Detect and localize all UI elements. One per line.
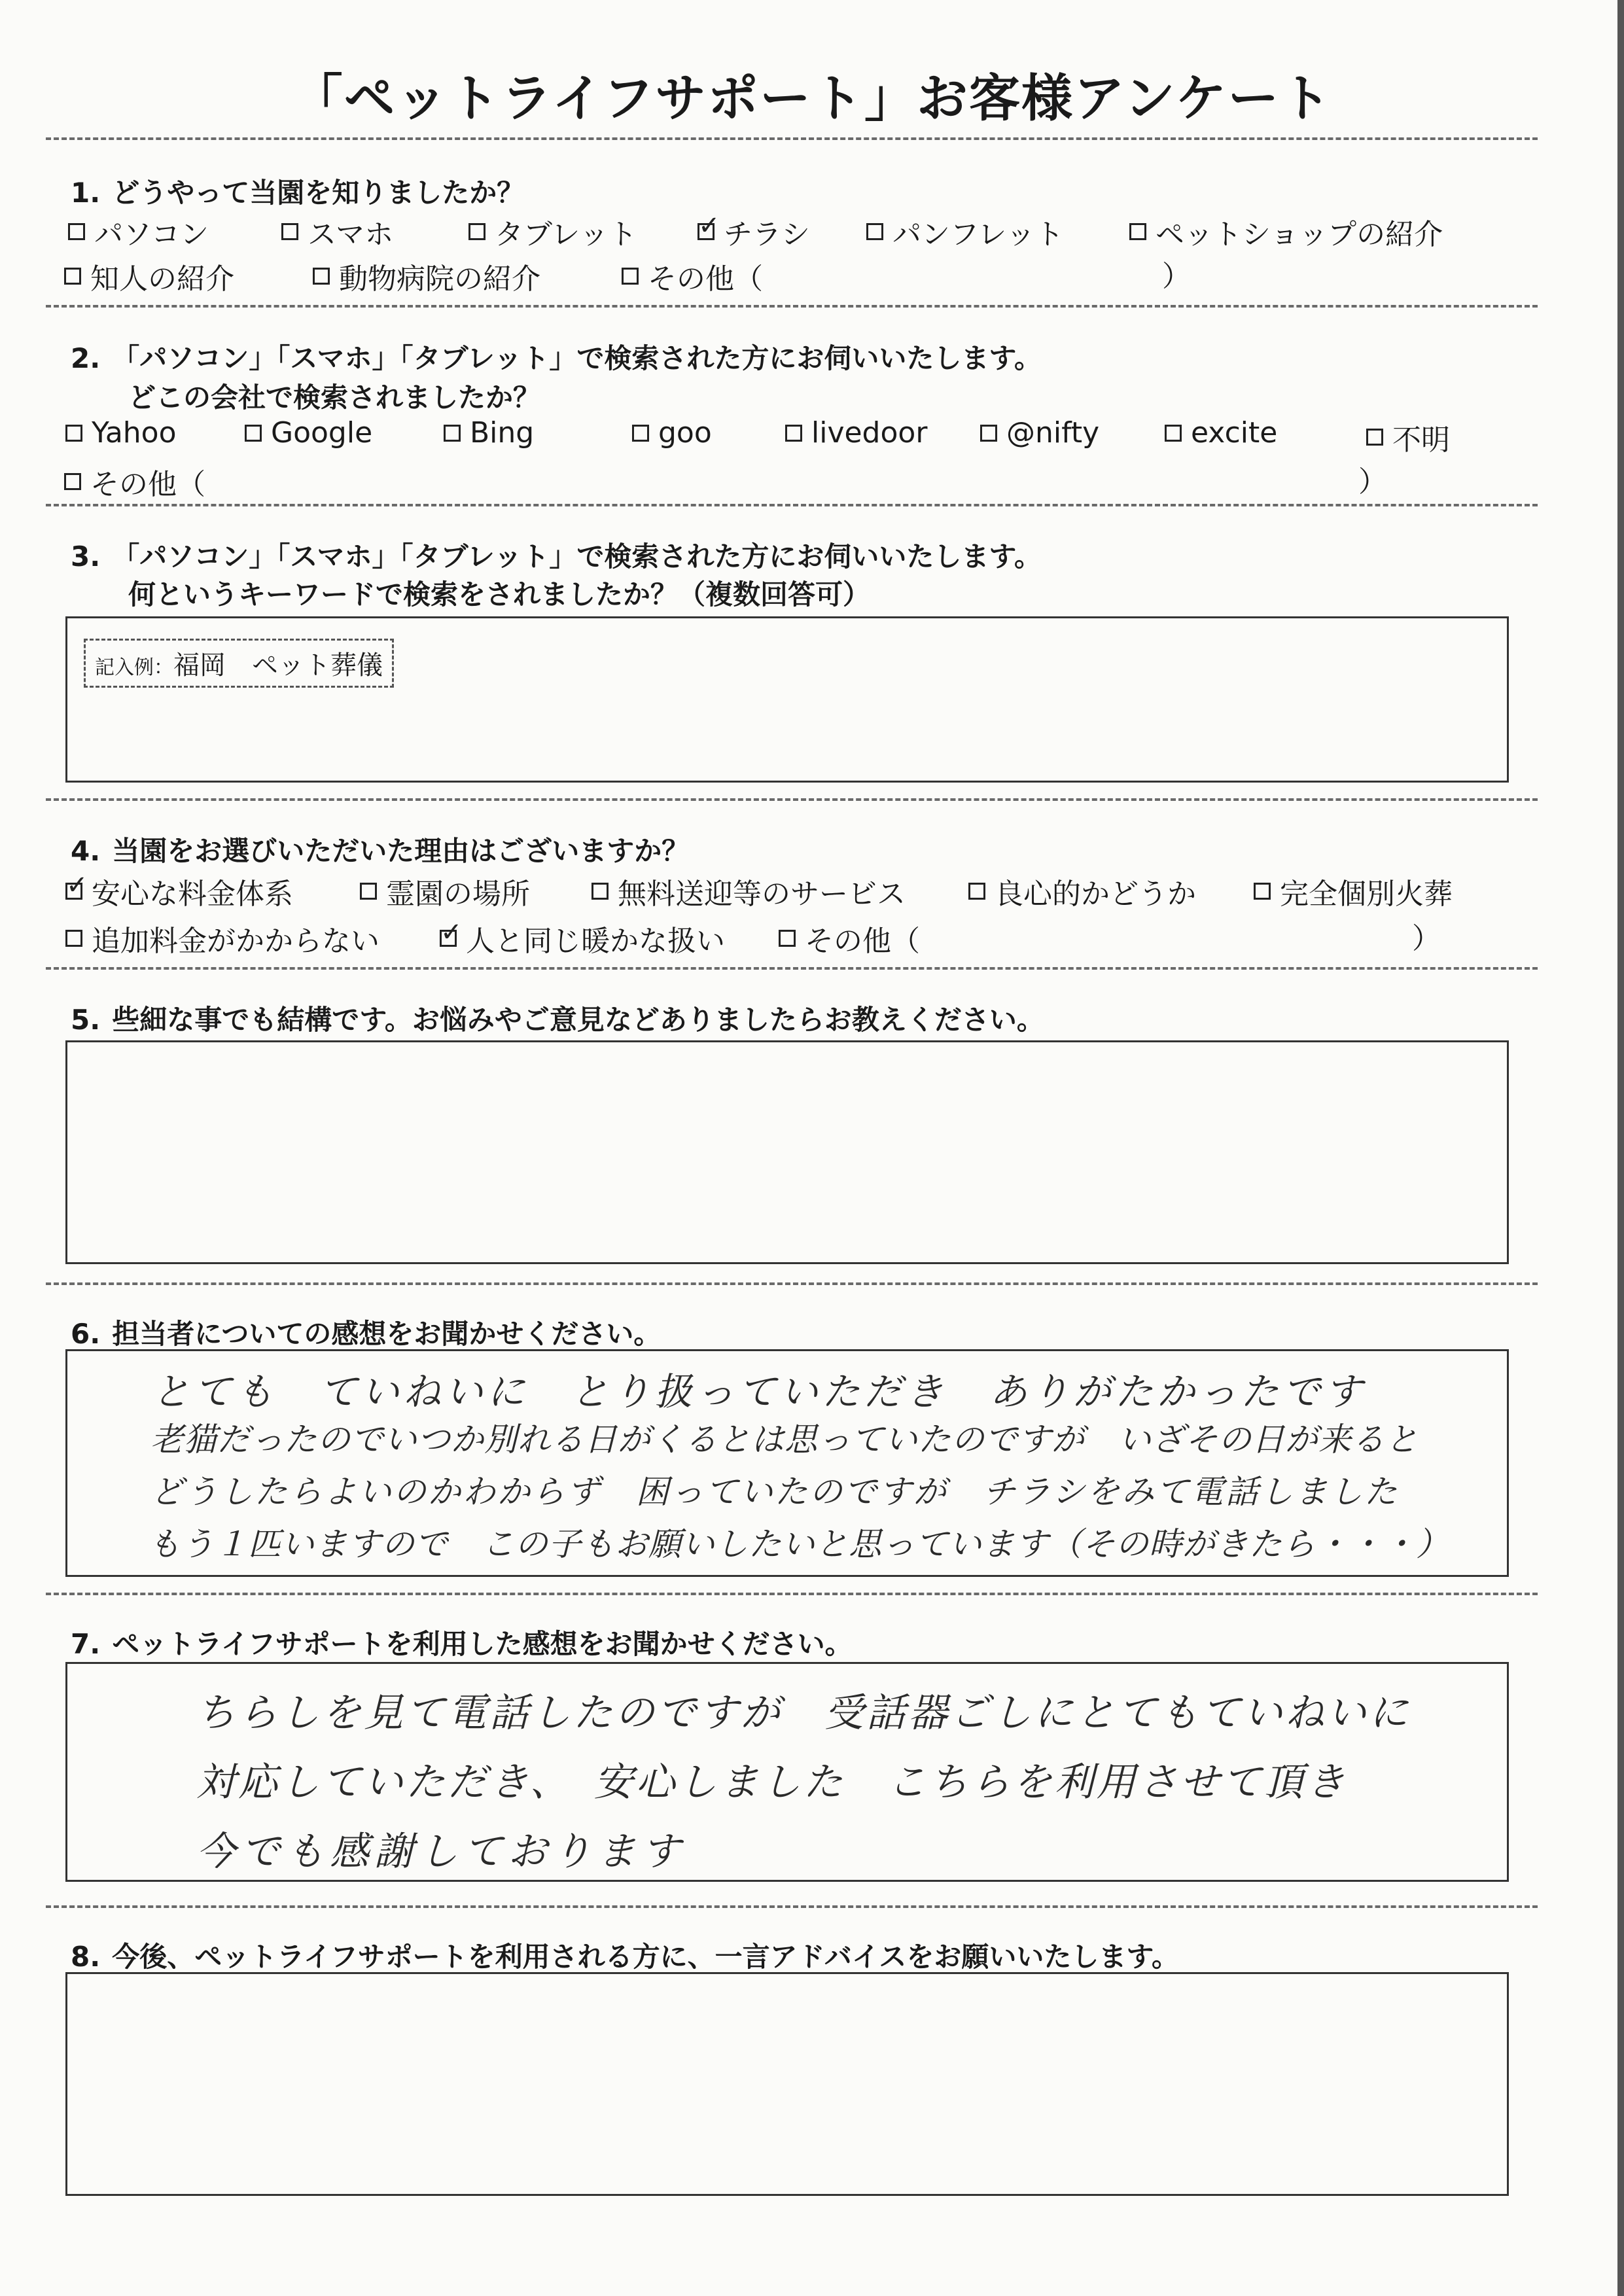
q2-option-goo[interactable]: goo — [632, 416, 712, 450]
checkbox-checked[interactable] — [440, 930, 457, 947]
q2-option-google[interactable]: Google — [245, 416, 372, 450]
divider — [46, 305, 1538, 308]
question-2-sub: どこの会社で検索されましたか？ — [128, 381, 541, 414]
handwritten-line: 老猫だったのでいつか別れる日がくるとは思っていたのですが いざその日が来ると — [150, 1421, 1419, 1458]
q4-option-location[interactable]: 霊園の場所 — [360, 870, 530, 912]
q1-option-other[interactable]: その他（ — [622, 255, 763, 297]
divider — [46, 1593, 1538, 1595]
checkbox[interactable] — [360, 883, 377, 900]
checkbox[interactable] — [313, 268, 330, 285]
checkbox[interactable] — [1129, 223, 1146, 240]
q4-option-other[interactable]: その他（ — [779, 917, 920, 959]
q2-option-excite[interactable]: excite — [1165, 416, 1277, 450]
checkbox[interactable] — [980, 425, 997, 442]
q2-option-bing[interactable]: Bing — [444, 416, 534, 450]
q4-option-conscientious[interactable]: 良心的かどうか — [968, 870, 1196, 912]
question-8: 8. 今後、ペットライフサポートを利用される方に、一言アドバイスをお願いいたします。 — [71, 1941, 1180, 1973]
checkbox[interactable] — [68, 223, 85, 240]
q1-option-vet[interactable]: 動物病院の紹介 — [313, 255, 540, 297]
divider — [46, 1905, 1538, 1908]
scan-edge — [1617, 0, 1624, 2296]
q1-option-pamphlet[interactable]: パンフレット — [866, 211, 1064, 253]
checkbox-checked[interactable] — [65, 883, 82, 900]
checkbox[interactable] — [622, 268, 639, 285]
question-3: 3. 「パソコン」「スマホ」「タブレット」で検索された方にお伺いいたします。 — [71, 540, 1042, 573]
question-4: 4. 当園をお選びいただいた理由はございますか？ — [71, 835, 690, 867]
checkbox[interactable] — [866, 223, 883, 240]
checkbox[interactable] — [245, 425, 262, 442]
q8-answer-box[interactable] — [65, 1972, 1509, 2196]
checkbox-checked[interactable] — [697, 223, 715, 240]
question-7: 7. ペットライフサポートを利用した感想をお聞かせください。 — [71, 1628, 853, 1660]
q4-option-individual-cremation[interactable]: 完全個別火葬 — [1254, 870, 1453, 912]
q4-option-pricing[interactable]: ✓ 安心な料金体系 — [65, 870, 293, 912]
question-3-sub: 何というキーワードで検索をされましたか？（複数回答可） — [128, 578, 871, 610]
q2-option-other[interactable]: その他（ — [64, 461, 205, 503]
q2-option-livedoor[interactable]: livedoor — [785, 416, 927, 450]
checkbox[interactable] — [785, 425, 802, 442]
checkbox[interactable] — [65, 425, 82, 442]
q1-option-flyer[interactable]: ✓ チラシ — [697, 211, 810, 253]
close-paren: ） — [1162, 260, 1191, 293]
checkbox[interactable] — [1254, 883, 1271, 900]
checkbox[interactable] — [65, 930, 82, 947]
q2-option-unknown[interactable]: 不明 — [1366, 416, 1450, 458]
divider — [46, 798, 1538, 801]
checkbox[interactable] — [444, 425, 461, 442]
close-paren: ） — [1358, 465, 1387, 499]
checkbox[interactable] — [968, 883, 985, 900]
checkbox[interactable] — [632, 425, 649, 442]
checkbox[interactable] — [64, 268, 81, 285]
q1-option-petshop[interactable]: ペットショップの紹介 — [1129, 211, 1443, 253]
checkbox[interactable] — [1165, 425, 1182, 442]
question-6: 6. 担当者についての感想をお聞かせください。 — [71, 1318, 662, 1350]
page-title: 「ペットライフサポート」お客様アンケート — [291, 69, 1333, 128]
close-paren: ） — [1412, 922, 1441, 955]
q4-option-pickup[interactable]: 無料送迎等のサービス — [591, 870, 906, 912]
checkbox[interactable] — [64, 473, 81, 490]
checkbox[interactable] — [1366, 429, 1383, 446]
checkbox[interactable] — [281, 223, 298, 240]
q2-option-nifty[interactable]: @nifty — [980, 416, 1099, 450]
q1-option-pc[interactable]: パソコン — [68, 211, 209, 253]
q4-option-no-extra-fee[interactable]: 追加料金がかからない — [65, 917, 380, 959]
checkbox[interactable] — [468, 223, 485, 240]
q5-answer-box[interactable] — [65, 1040, 1509, 1264]
q4-option-warm-treatment[interactable]: ✓ 人と同じ暖かな扱い — [440, 917, 725, 959]
q2-option-yahoo[interactable]: Yahoo — [65, 416, 177, 450]
handwritten-line: とても ていねいに とり扱っていただき ありがたかったです — [152, 1369, 1367, 1414]
divider — [46, 137, 1538, 140]
question-5: 5. 些細な事でも結構です。お悩みやご意見などありましたらお教えください。 — [71, 1004, 1044, 1036]
handwritten-line: もう１匹いますので この子もお願いしたいと思っています（その時がきたら・・・） — [148, 1525, 1449, 1563]
checkbox[interactable] — [591, 883, 609, 900]
q1-option-acquaintance[interactable]: 知人の紹介 — [64, 255, 234, 297]
q1-option-smartphone[interactable]: スマホ — [281, 211, 393, 253]
handwritten-line: 今でも感謝しております — [196, 1829, 686, 1875]
q1-option-tablet[interactable]: タブレット — [468, 211, 637, 253]
handwritten-line: どうしたらよいのかわからず 困っていたのですが チラシをみて電話しました — [150, 1473, 1399, 1511]
question-1: 1. どうやって当園を知りましたか？ — [71, 177, 525, 209]
divider — [46, 504, 1538, 506]
handwritten-line: ちらしを見て電話したのですが 受話器ごしにとてもていねいに — [196, 1690, 1411, 1736]
question-2: 2. 「パソコン」「スマホ」「タブレット」で検索された方にお伺いいたします。 — [71, 342, 1042, 374]
divider — [46, 967, 1538, 970]
checkbox[interactable] — [779, 930, 796, 947]
handwritten-line: 対応していただき、 安心しました こちらを利用させて頂き — [196, 1759, 1348, 1805]
example-hint: 記入例：福岡 ペット葬儀 — [84, 639, 394, 688]
divider — [46, 1282, 1538, 1285]
